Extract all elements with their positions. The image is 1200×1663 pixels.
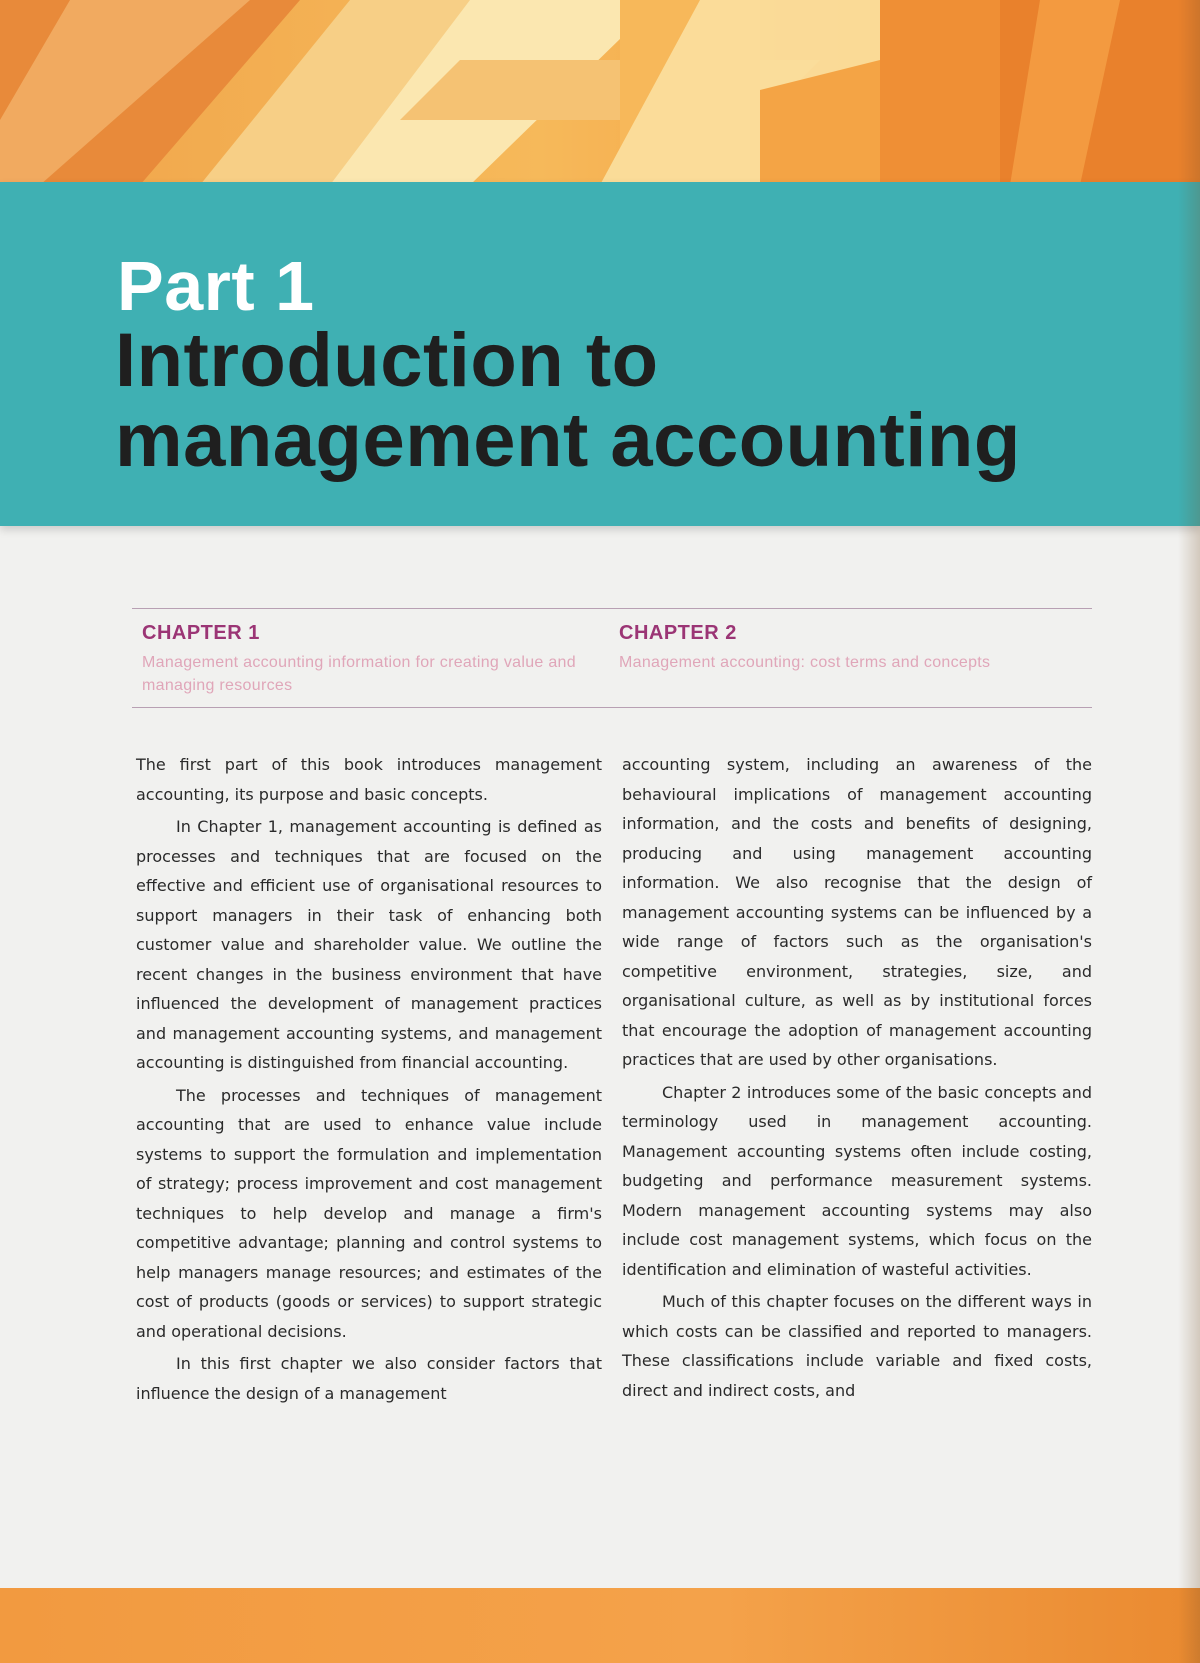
part-number: Part 1 <box>117 247 315 325</box>
chapter-subtitle: Management accounting: cost terms and concepts <box>619 654 991 671</box>
body-column-right <box>622 750 1092 1405</box>
body-paragraph: The first part of this book introduces management accounting, its purpose and basic concepts. <box>136 755 602 804</box>
chapter-entry <box>619 621 1059 674</box>
chapter-list <box>132 608 1092 708</box>
body-column-left <box>136 750 602 1408</box>
bottom-decorative-band <box>0 1588 1200 1663</box>
abstract-blocks-graphic <box>0 0 1200 185</box>
body-paragraph: The processes and techniques of management accounting that are used to enhance value include systems to support the formulation and implementation of strategy; process improvement and cost management techniques to help develop and manage a firm's competitive advantage; planning and control systems to help managers manage resources; and estimates of the cost of products (goods or services) to support strategic and operational decisions. <box>136 1085 602 1341</box>
body-paragraph: In this first chapter we also consider factors that influence the design of a management <box>136 1354 602 1403</box>
top-decorative-banner <box>0 0 1200 185</box>
page-edge-shadow <box>1178 0 1200 1663</box>
body-paragraph: Chapter 2 introduces some of the basic concepts and terminology used in management accounting. Management accounting systems often include costing, budgeting and performance measurement systems. Modern management accounting systems may also include cost management systems, which focus on the identification and elimination of wasteful activities. <box>622 1082 1092 1279</box>
chapter-entry <box>142 621 582 697</box>
part-title: Introduction to management accounting <box>115 318 1021 483</box>
chapter-subtitle: Management accounting information for creating value and managing resources <box>142 654 576 694</box>
body-paragraph: In Chapter 1, management accounting is defined as processes and techniques that are focused on the effective and efficient use of organisational resources to support managers in their task of enhancing both customer value and shareholder value. We outline the recent changes in the business environment that have influenced the development of management practices and management accounting systems, and management accounting is distinguished from financial accounting. <box>136 817 602 1072</box>
body-paragraph: Much of this chapter focuses on the different ways in which costs can be classified and reported to managers. These classifications include variable and fixed costs, direct and indirect costs, and <box>622 1292 1092 1400</box>
chapter-label: CHAPTER 2 <box>619 622 737 644</box>
chapter-label: CHAPTER 1 <box>142 622 260 644</box>
body-paragraph: accounting system, including an awareness of the behavioural implications of management accounting information, and the costs and benefits of designing, producing and using management accounting information. We also recognise that the design of management accounting systems can be influenced by a wide range of factors such as the organisation's competitive environment, strategies, size, and organisational culture, as well as by institutional forces that encourage the adoption of management accounting practices that are used by other organisations. <box>622 755 1092 1069</box>
